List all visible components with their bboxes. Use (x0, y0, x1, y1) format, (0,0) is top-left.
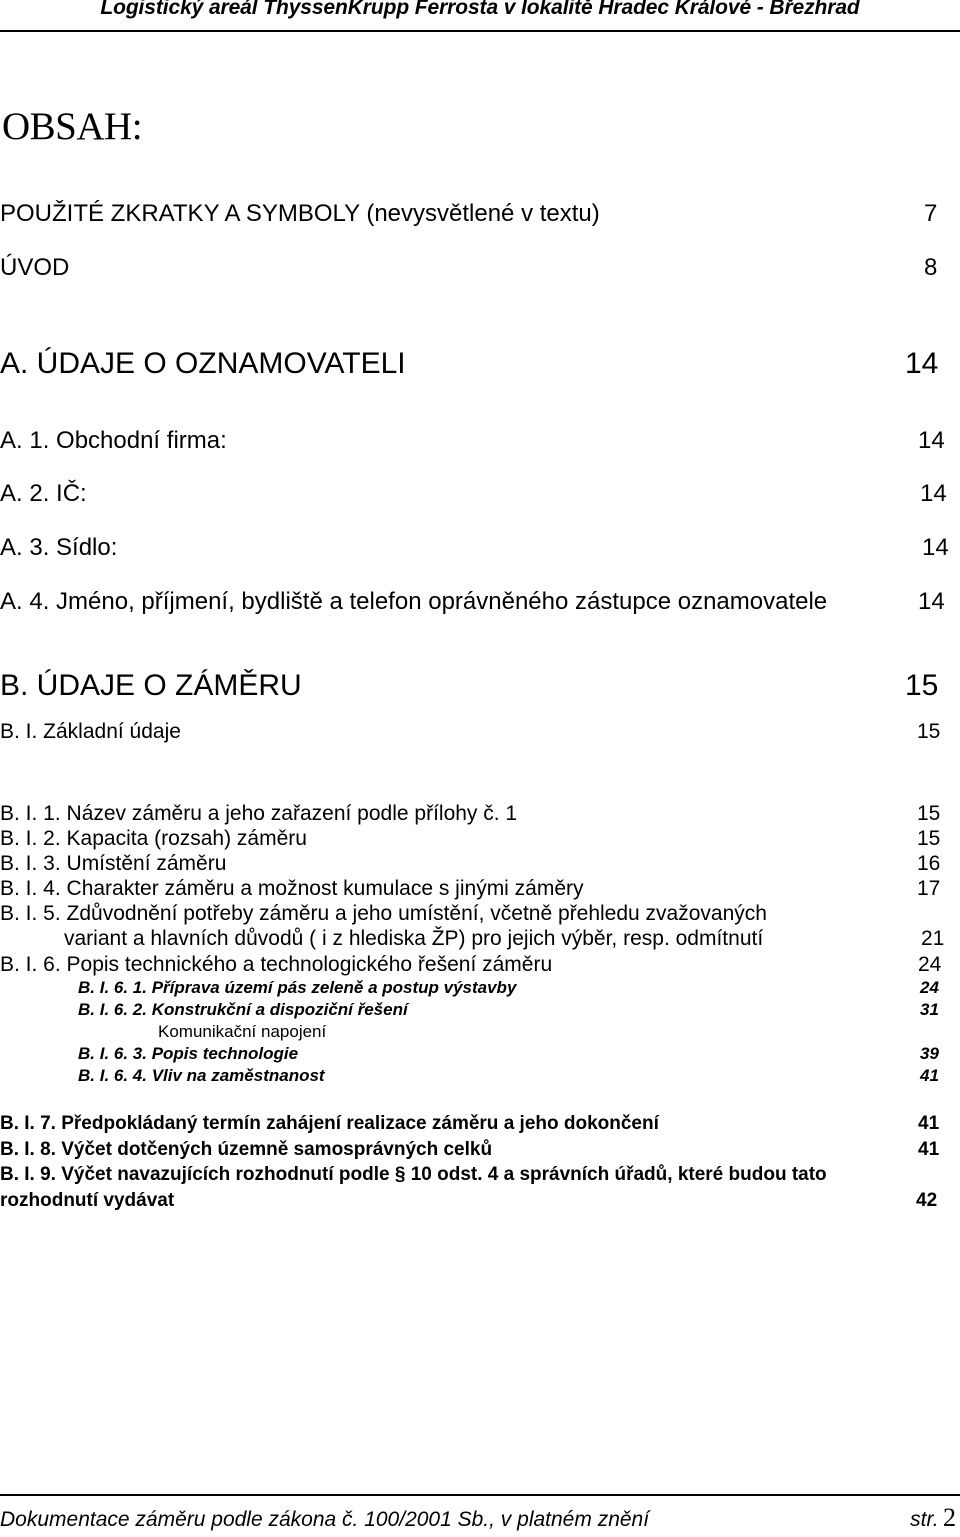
toc-entry-label: B. I. 7. Předpokládaný termín zahájení realizace záměru a jeho dokončení (0, 1113, 659, 1134)
toc-entry-label: ÚVOD (0, 254, 70, 281)
toc-entry-label: B. I. 1. Název záměru a jeho zařazení podle přílohy č. 1 (0, 802, 518, 825)
page-title: OBSAH: (2, 105, 143, 148)
toc-entry-page: 41 (920, 1066, 939, 1085)
toc-entry-page: 15 (917, 802, 941, 825)
header-title: Logistický areál ThyssenKrupp Ferrosta v lokalitě Hradec Králové - Březhrad (100, 0, 860, 19)
toc-entry-label: A. 1. Obchodní firma: (0, 427, 227, 454)
toc-entry-label: POUŽITÉ ZKRATKY A SYMBOLY (nevysvětlené v textu) (0, 200, 600, 227)
toc-entry-label: A. 3. Sídlo: (0, 534, 118, 561)
toc-entry-page: 21 (921, 927, 945, 950)
toc-entry-label: B. I. 5. Zdůvodnění potřeby záměru a jeho umístění, včetně přehledu zvažovaných (0, 902, 767, 925)
toc-entry-page: 41 (918, 1113, 940, 1134)
toc-entry-label: B. I. 4. Charakter záměru a možnost kumulace s jinými záměry (0, 877, 584, 900)
footer-document-reference: Dokumentace záměru podle zákona č. 100/2001 Sb., v platném znění (0, 1508, 650, 1531)
toc-entry-page: 16 (917, 852, 941, 875)
toc-entry-page: 7 (924, 200, 938, 227)
toc-entry-page: 14 (918, 427, 945, 454)
toc-entry-page: 39 (920, 1044, 939, 1063)
toc-entry-label: B. ÚDAJE O ZÁMĚRU (0, 669, 302, 702)
toc-entry-label: B. I. Základní údaje (0, 720, 181, 743)
footer-page-number (910, 1503, 956, 1533)
toc-entry-page: 41 (918, 1139, 940, 1160)
toc-entry-page: 14 (905, 347, 939, 380)
toc-entry-label: B. I. 6. 1. Příprava území pás zeleně a postup výstavby (78, 978, 517, 997)
toc-entry-page: 14 (918, 588, 945, 615)
footer-page-value: 2 (943, 1503, 956, 1532)
toc-entry-page: 14 (922, 534, 949, 561)
toc-entry-label: B. I. 6. Popis technického a technologického řešení záměru (0, 953, 553, 976)
toc-entry-page: 15 (905, 669, 939, 702)
toc-entry-page: 14 (920, 480, 947, 507)
toc-entry-page: 42 (916, 1190, 938, 1211)
footer-page-prefix: str. (910, 1508, 939, 1531)
page-footer (0, 1494, 960, 1537)
toc-entry-label: B. I. 3. Umístění záměru (0, 852, 227, 875)
toc-entry-page: 15 (917, 827, 941, 850)
toc-entry-page: 8 (924, 254, 938, 281)
toc-entry-label: B. I. 8. Výčet dotčených územně samosprávných celků (0, 1139, 493, 1160)
toc-entry-label: Komunikační napojení (158, 1022, 327, 1041)
toc-entry-label: B. I. 6. 2. Konstrukční a dispoziční řešení (78, 1000, 408, 1019)
toc-entry-page: 24 (920, 978, 939, 997)
toc-entry-label: B. I. 2. Kapacita (rozsah) záměru (0, 827, 307, 850)
page-header (0, 0, 960, 32)
toc-entry-page: 15 (917, 720, 941, 743)
toc-entry-page: 31 (920, 1000, 939, 1019)
toc-entry-label: B. I. 6. 4. Vliv na zaměstnanost (78, 1066, 325, 1085)
toc-entry-label: B. I. 6. 3. Popis technologie (78, 1044, 299, 1063)
toc-entry-label: A. ÚDAJE O OZNAMOVATELI (0, 347, 406, 380)
toc-entry-label: rozhodnutí vydávat (0, 1190, 175, 1211)
toc-entry-label: A. 4. Jméno, příjmení, bydliště a telefon oprávněného zástupce oznamovatele (0, 588, 828, 615)
toc-entry-label: A. 2. IČ: (0, 480, 87, 507)
toc-entry-page: 17 (917, 877, 941, 900)
toc-entry-label: variant a hlavních důvodů ( i z hlediska ŽP) pro jejich výběr, resp. odmítnutí (64, 927, 764, 950)
toc-entry-page: 24 (918, 953, 942, 976)
toc-entry-label: B. I. 9. Výčet navazujících rozhodnutí podle § 10 odst. 4 a správních úřadů, které budou tato (0, 1164, 827, 1185)
